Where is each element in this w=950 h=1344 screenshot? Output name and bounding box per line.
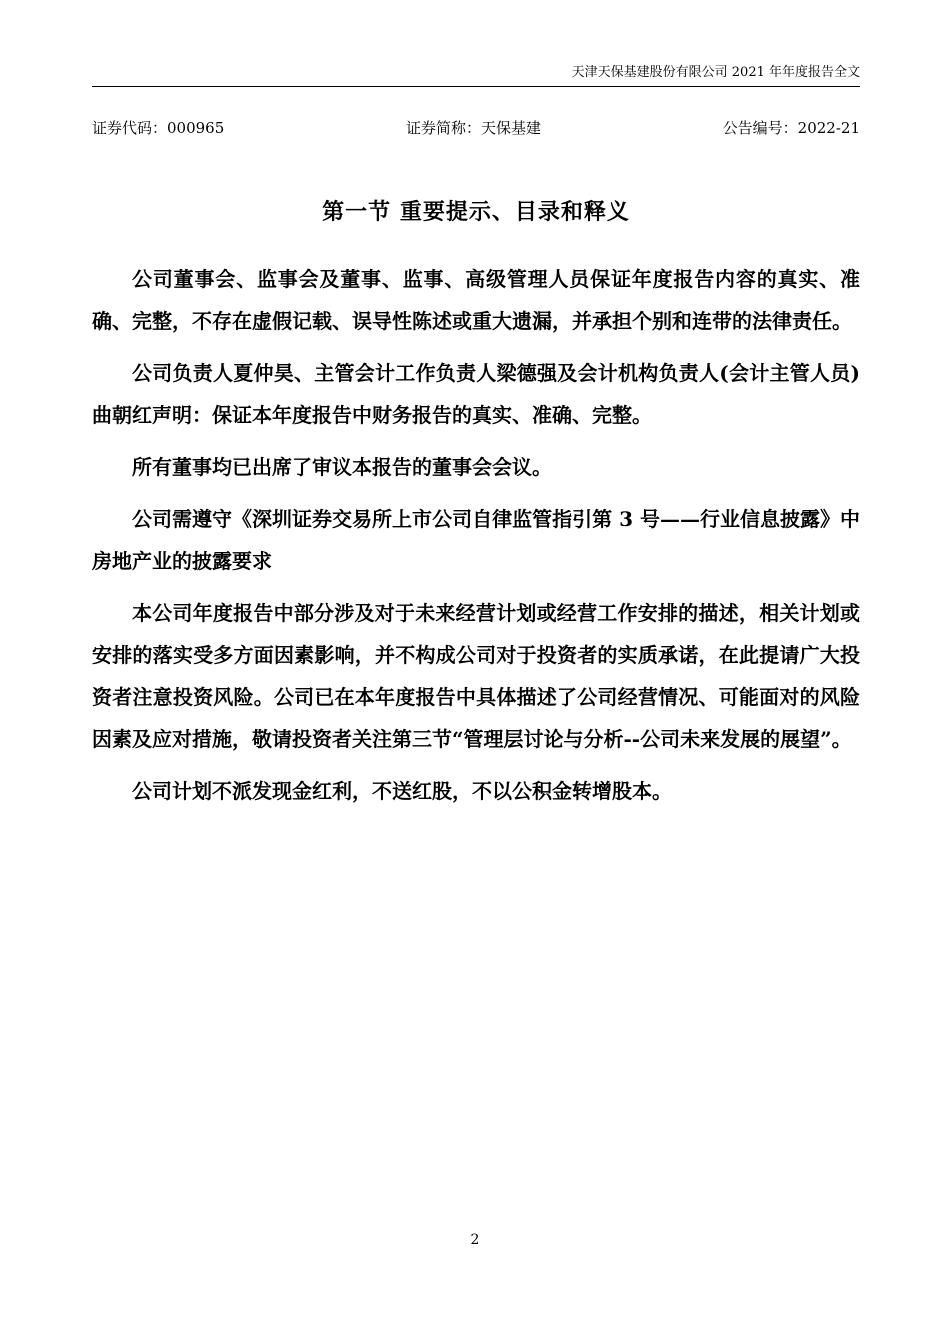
paragraph-responsible-persons: 公司负责人夏仲昊、主管会计工作负责人梁德强及会计机构负责人(会计主管人员)曲朝红声明：保证本年度报告中财务报告的真实、准确、完整。 (92, 361, 860, 427)
paragraph-board-guarantee: 公司董事会、监事会及董事、监事、高级管理人员保证年度报告内容的真实、准确、完整，不存在虚假记载、误导性陈述或重大遗漏，并承担个别和连带的法律责任。 (92, 267, 860, 333)
announcement-number: 公告编号：2022-21 (722, 119, 860, 137)
stock-code: 证券代码：000965 (92, 119, 225, 137)
paragraph-directors-attendance: 所有董事均已出席了审议本报告的董事会会议。 (132, 455, 552, 479)
body-text (92, 258, 860, 822)
paragraph-dividend-plan: 公司计划不派发现金红利，不送红股，不以公积金转增股本。 (132, 779, 672, 803)
running-header: 天津天保基建股份有限公司 2021 年年度报告全文 (92, 64, 860, 87)
paragraph-forward-looking: 本公司年度报告中部分涉及对于未来经营计划或经营工作安排的描述，相关计划或安排的落实受多方面因素影响，并不构成公司对于投资者的实质承诺，在此提请广大投资者注意投资风险。公司已在本年度报告中具体描述了公司经营情况、可能面对的风险因素及应对措施，敬请投资者关注第三节“管理层讨论与分析--公司未来发展的展望”。 (92, 601, 860, 751)
paragraph-disclosure-requirement: 公司需遵守《深圳证券交易所上市公司自律监管指引第 3 号——行业信息披露》中房地产业的披露要求 (92, 507, 860, 573)
stock-abbreviation: 证券简称：天保基建 (405, 119, 541, 137)
section-title: 第一节 重要提示、目录和释义 (322, 198, 630, 225)
document-meta-row (92, 117, 860, 139)
page-number: 2 (470, 1232, 480, 1248)
